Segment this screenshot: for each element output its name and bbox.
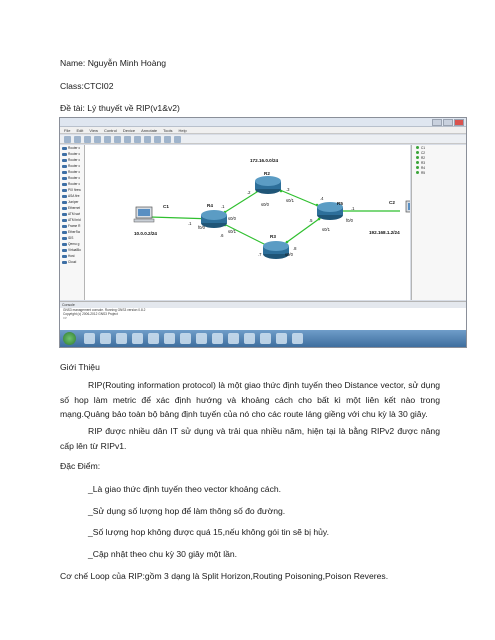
label-c1: C1	[163, 204, 169, 209]
windows-taskbar	[60, 330, 466, 347]
iface-r4-dot1: .1	[221, 204, 225, 209]
menu-bar: File Edit View Control Device Annotate Tools Help	[60, 127, 466, 134]
pc-c2-icon[interactable]	[406, 201, 410, 212]
iface-r4-dot6: .6	[220, 233, 224, 238]
iface-r4-dot1b: .1	[188, 221, 192, 226]
iface-r3-s00: s0/0	[285, 252, 293, 257]
iface-r4-s01: s0/1	[228, 229, 236, 234]
feature-item: _Là giao thức định tuyến theo vector khoảng cách.	[88, 484, 282, 494]
iface-r2-dot3: .3	[286, 187, 290, 192]
iface-r5-f00: f0/0	[346, 218, 353, 223]
gns3-screenshot	[59, 117, 467, 348]
label-r3: R3	[270, 234, 276, 239]
iface-r4-s00: s0/0	[228, 216, 236, 221]
topology-summary-panel: C1 C2 R2 R3 R4 R5	[411, 145, 467, 300]
topology-diagram	[85, 145, 410, 300]
paragraph-rip-usage: RIP được nhiều dân IT sử dụng và trải qua nhiều năm, hiện tại là bằng RIPv2 được nâng cấp lên từ RIPv1.	[60, 426, 440, 451]
toolbar	[60, 135, 466, 144]
student-name: Name: Nguyễn Minh Hoàng	[60, 58, 167, 68]
label-r2: R2	[264, 171, 270, 176]
features-heading: Đặc Điểm:	[60, 461, 101, 471]
iface-r5-dot4: .4	[320, 196, 324, 201]
taskbar-icons	[84, 333, 303, 344]
topic-line: Đề tài: Lý thuyết về RIP(v1&v2)	[60, 103, 180, 113]
window-controls	[432, 119, 464, 126]
topology-canvas	[85, 145, 410, 300]
device-list-panel: Router c Router c Router c Router c Router c Router c Router c PIX firew ASA fire Juniper Ethernet ATM swi ATM brid Frame R EtherSw IDS Qemu g VirtualBo Host Cloud	[60, 145, 85, 300]
iface-r2-s00: s0/0	[261, 202, 269, 207]
pc-c1-icon[interactable]	[134, 207, 154, 222]
class-line: Class:CTCI02	[60, 81, 114, 91]
iface-r3-dot7: .7	[258, 252, 262, 257]
iface-r5-dot1: .1	[351, 206, 355, 211]
topology-links	[150, 185, 400, 250]
iface-r2-dot2: .2	[247, 190, 251, 195]
label-net-right: 192.168.1.2/24	[369, 230, 400, 235]
paragraph-rip-definition: RIP(Routing information protocol) là một giao thức định tuyến theo Distance vector, sử dụng số hop làm metric để xác định hướng và khoảng cách cho bất kì một liên kết nào trong mạng.Quảng bảo toàn bộ bảng định tuyến của nó cho các route láng giềng với chu kỳ là 30 giây.	[60, 380, 440, 419]
start-button[interactable]	[63, 332, 76, 345]
feature-item: _Số lượng hop không được quá 15,nếu không gói tin sẽ bị hủy.	[88, 527, 329, 537]
label-c2: C2	[389, 200, 395, 205]
label-network-top: 172.16.0.0/24	[250, 158, 279, 163]
label-net-left: 10.0.0.2/24	[134, 231, 157, 236]
iface-r5-dot5: .5	[309, 218, 313, 223]
label-r5: R5	[337, 201, 343, 206]
iface-r4-f00: f0/0	[198, 225, 205, 230]
console-panel: Console GNS3 management console. Running GNS3 version 0.8.2 Copyright (c) 2006-2012 GNS3 Project =>	[60, 301, 466, 330]
iface-r2-s01: s0/1	[286, 198, 294, 203]
intro-heading: Giới Thiệu	[60, 362, 100, 372]
iface-r3-dot8: .8	[293, 246, 297, 251]
feature-item: _Sử dụng số lượng hop để làm thông số đo đường.	[88, 506, 286, 516]
feature-item: _Cập nhật theo chu kỳ 30 giây một lần.	[88, 549, 238, 559]
iface-r5-s01: s0/1	[322, 227, 330, 232]
window-titlebar	[60, 118, 466, 127]
router-r2-icon[interactable]	[255, 176, 281, 194]
label-r4: R4	[207, 203, 213, 208]
loop-mechanism-line: Cơ chế Loop của RIP:gồm 3 dạng là Split Horizon,Routing Poisoning,Poison Reveres.	[60, 571, 389, 581]
